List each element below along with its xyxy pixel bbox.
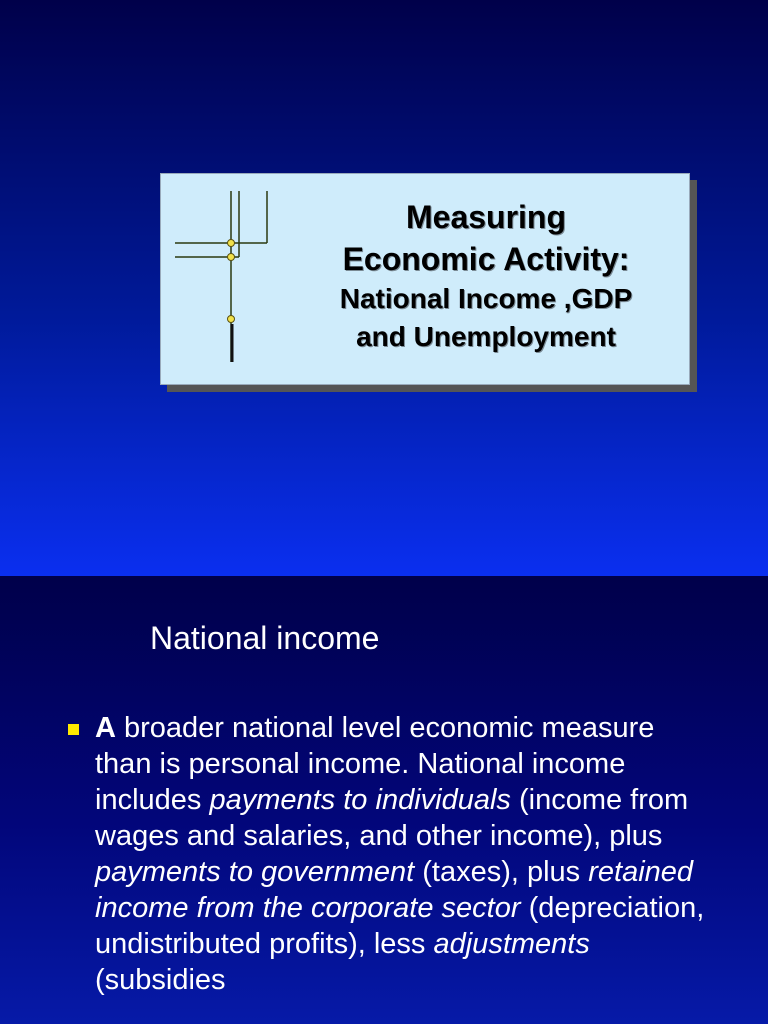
text-run-italic: payments to government — [95, 856, 415, 888]
title-line-3: National Income ,GDP — [339, 283, 633, 314]
title-box — [160, 173, 690, 385]
text-run-italic: adjustments — [433, 928, 590, 960]
bullet-square-icon — [68, 724, 79, 735]
title-line-4: and Unemployment — [356, 321, 616, 352]
text-run: (taxes), plus — [414, 856, 589, 888]
slide-heading: National income — [150, 620, 380, 656]
title-line-2: Economic Activity: — [342, 241, 630, 277]
slide-title-text — [281, 196, 691, 356]
text-run-italic: retained income from the corporate sector — [95, 856, 694, 924]
text-run: (depreciation, undistributed profits), less — [95, 892, 705, 960]
title-line-1: Measuring — [405, 199, 567, 235]
bullet-paragraph — [95, 710, 705, 998]
text-run: A — [95, 712, 116, 744]
text-run: (income from wages and salaries, and other income), plus — [95, 784, 689, 852]
text-run-italic: payments to individuals — [209, 784, 511, 816]
slide-national-income — [0, 576, 768, 1024]
text-run: (subsidies — [95, 964, 226, 996]
circuit-decoration-icon — [161, 174, 281, 384]
text-run: broader national level economic measure than is personal income. National income includes — [95, 712, 655, 816]
